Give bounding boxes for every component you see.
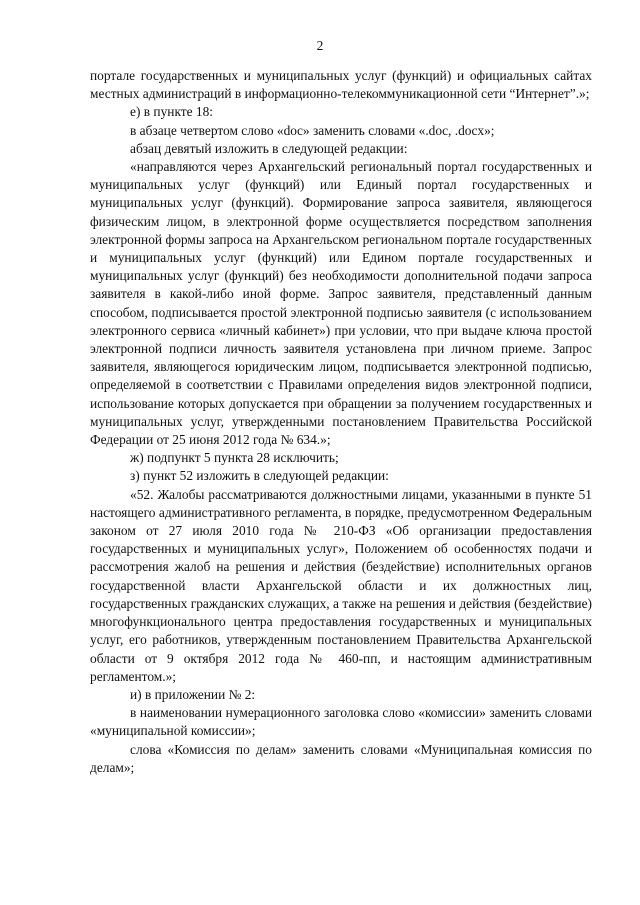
paragraph-8: «52. Жалобы рассматриваются должностными лицами, указанными в пункте 51 настоящего административного регламента, в порядке, предусмотренном Федеральным законом от 27 июля 2010 года № 210-ФЗ «Об организации предоставления государственных и муниципальных услуг», Положением об особенностях подачи и рассмотрения жалоб на решения и действия (бездействие) исполнительных органов государственной власти Архангельской области и их должностных лиц, государственных гражданских служащих, а также на решения и действия (бездействие) многофункционального центра предоставления государственных и муниципальных услуг, его работников, утвержденным постановлением Правительства Архангельской области от 9 октября 2012 года № 460-пп, и настоящим административным регламентом.»;: [90, 486, 592, 684]
document-body: [90, 67, 592, 777]
paragraph-4: абзац девятый изложить в следующей редакции:: [130, 140, 408, 156]
paragraph-1: портале государственных и муниципальных услуг (функций) и официальных сайтах местных администраций в информационно-телекоммуникационной сети “Интернет”.»;: [90, 68, 592, 102]
paragraph-10: в наименовании нумерационного заголовка слово «комиссии» заменить словами «муниципальной комиссии»;: [90, 705, 592, 739]
paragraph-6: ж) подпункт 5 пункта 28 исключить;: [130, 450, 339, 466]
paragraph-2: е) в пункте 18:: [130, 104, 214, 120]
paragraph-9: и) в приложении № 2:: [130, 686, 256, 702]
paragraph-11: слова «Комиссия по делам» заменить словами «Муниципальная комиссия по делам»;: [90, 741, 592, 775]
paragraph-3: в абзаце четвертом слово «doc» заменить словами «.doc, .docx»;: [130, 122, 495, 138]
paragraph-5: «направляются через Архангельский региональный портал государственных и муниципальных услуг (функций) или Единый портал государственных и муниципальных услуг (функций). Формирование запроса заявителя, являющегося физическим лицом, в электронной форме осуществляется посредством заполнения электронной формы запроса на Архангельском региональном портале государственных и муниципальных услуг (функций) или Едином портале государственных и муниципальных услуг (функций) без необходимости дополнительной подачи запроса заявителя в какой-либо иной форме. Запрос заявителя, представленный данным способом, подписывается простой электронной подписью заявителя (с использованием электронного сервиса «личный кабинет») при условии, что при выдаче ключа простой электронной подписи личность заявителя установлена при личном приеме. Запрос заявителя, являющегося юридическим лицом, подписывается электронной подписью, определяемой в соответствии с Правилами определения видов электронной подписи, использование которых допускается при обращении за получением государственных и муниципальных услуг, утвержденными постановлением Правительства Российской Федерации от 25 июня 2012 года № 634.»;: [90, 159, 592, 448]
page-number: 2: [316, 38, 324, 53]
paragraph-7: з) пункт 52 изложить в следующей редакции:: [130, 468, 389, 484]
